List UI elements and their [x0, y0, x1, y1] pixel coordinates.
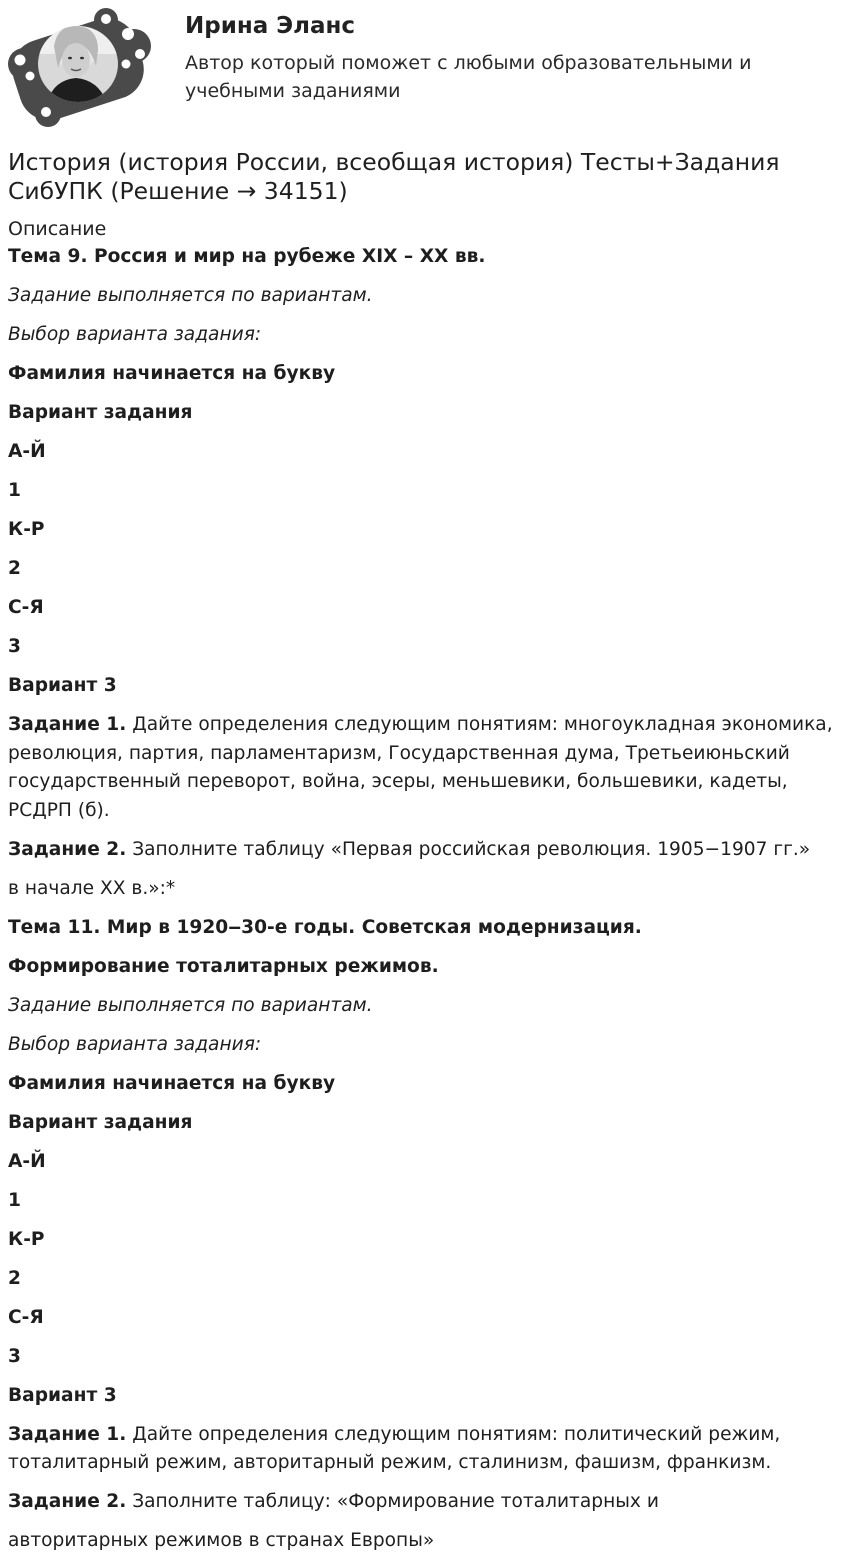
variant-number: 1 [8, 480, 21, 501]
letters-range: К-Р [8, 519, 45, 540]
author-card [0, 0, 847, 135]
surname-label: Фамилия начинается на букву [8, 363, 336, 384]
task-text: Заполните таблицу «Первая российская революция. 1905−1907 гг.» [132, 838, 811, 860]
variant-number: 3 [8, 636, 21, 657]
variant-number: 1 [8, 1189, 21, 1211]
topic-heading-continuation: Формирование тоталитарных режимов. [8, 955, 439, 977]
variant-number: 2 [8, 1267, 21, 1289]
task-1 [8, 1421, 838, 1478]
letters-range: К-Р [8, 1228, 45, 1250]
task-label: Задание 2. [8, 838, 127, 860]
task-text: Заполните таблицу: «Формирование тоталитарных и [132, 1491, 659, 1512]
topic-heading: Тема 9. Россия и мир на рубеже XIX – XX вв. [8, 246, 486, 267]
variant-number: 3 [8, 1345, 21, 1367]
letters-range: С-Я [8, 1306, 44, 1328]
task-label: Задание 1. [8, 714, 127, 735]
task-1 [8, 711, 838, 825]
document-title: История (история России, всеобщая история) Тесты+Задания СибУПК (Решение → 34151) [8, 148, 780, 205]
note-choice: Выбор варианта задания: [8, 1033, 262, 1055]
task-label: Задание 2. [8, 1491, 127, 1512]
note-variants: Задание выполняется по вариантам. [8, 994, 373, 1016]
task-2-continuation: в начале XX в.»:* [8, 877, 176, 899]
note-choice: Выбор варианта задания: [8, 324, 262, 345]
task-text: Дайте определения следующим понятиям: политический режим, тоталитарный режим, авторитарный режим, сталинизм, фашизм, франкизм. [8, 1423, 781, 1473]
chosen-variant: Вариант 3 [8, 1384, 117, 1406]
topic-heading: Тема 11. Мир в 1920‒30-е годы. Советская модернизация. [8, 916, 642, 938]
task-label: Задание 1. [8, 1423, 127, 1445]
film-reel-portrait-icon [6, 6, 152, 128]
note-variants: Задание выполняется по вариантам. [8, 285, 373, 306]
letters-range: А-Й [8, 1150, 46, 1172]
letters-range: С-Я [8, 597, 44, 618]
task-text: Дайте определения следующим понятиям: многоукладная экономика, революция, партия, парламентаризм, Государственная дума, Третьеиюньский государственный переворот, война, эсеры, меньшевики, большевики, кадеты, РСДРП (б). [8, 714, 833, 821]
letters-range: А-Й [8, 441, 46, 462]
author-description: Автор который поможет с любыми образовательными и учебными заданиями [185, 52, 752, 102]
variant-number: 2 [8, 558, 21, 579]
variant-label: Вариант задания [8, 402, 193, 423]
description-label: Описание [8, 218, 107, 240]
description-content [8, 243, 838, 1566]
task-2-continuation: авторитарных режимов в странах Европы» [8, 1530, 435, 1551]
variant-label: Вариант задания [8, 1111, 193, 1133]
task-2 [8, 836, 838, 865]
author-name[interactable]: Ирина Эланс [185, 13, 356, 39]
chosen-variant: Вариант 3 [8, 675, 117, 696]
surname-label: Фамилия начинается на букву [8, 1072, 336, 1094]
task-2 [8, 1488, 838, 1517]
